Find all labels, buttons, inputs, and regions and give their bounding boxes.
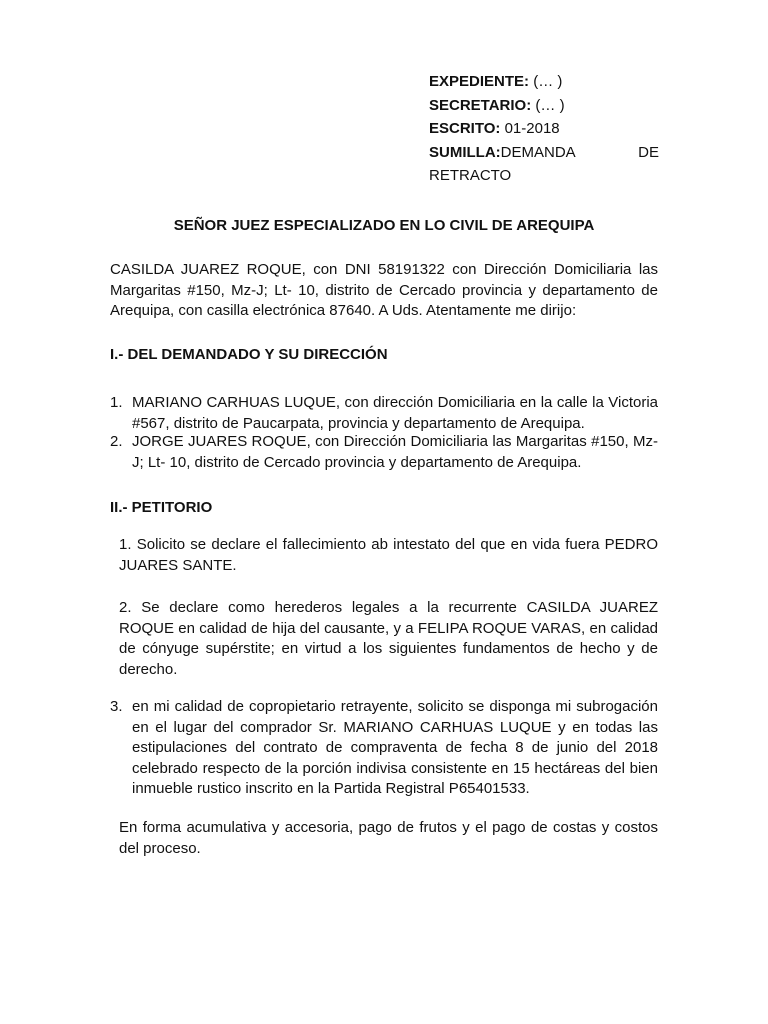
document-title: SEÑOR JUEZ ESPECIALIZADO EN LO CIVIL DE AREQUIPA bbox=[173, 217, 595, 234]
item-text: MARIANO CARHUAS LUQUE, con dirección Domiciliaria en la calle la Victoria #567, distrito de Paucarpata, provincia y departamento de Arequipa. bbox=[132, 394, 658, 432]
item-text: en mi calidad de copropietario retrayente, solicito se disponga mi subrogación en el lugar del comprador Sr. MARIANO CARHUAS LUQUE y en todas las estipulaciones del contrato de compraventa de fecha 8 de junio del 2018 celebrado respecto de la porción indivisa consistente en 15 hectáreas del bien inmueble rustico inscrito en la Partida Registral P65401533. bbox=[132, 698, 658, 797]
sumilla-label: SUMILLA: bbox=[429, 143, 501, 161]
sumilla-value-1: DEMANDA bbox=[500, 143, 576, 161]
intro-paragraph: CASILDA JUAREZ ROQUE, con DNI 58191322 con Dirección Domiciliaria las Margaritas #150, Mz-J; Lt- 10, distrito de Cercado provincia y departamento de Arequipa, con casilla electrónica 87640. A Uds. Atentamente me dirijo: bbox=[110, 261, 658, 319]
item-number: 2. bbox=[110, 433, 123, 450]
header-block bbox=[429, 70, 659, 188]
escrito-value: 01-2018 bbox=[500, 120, 560, 137]
sumilla-value-3: RETRACTO bbox=[429, 167, 512, 184]
defendant-item-1 bbox=[110, 393, 658, 434]
secretario-line bbox=[429, 94, 659, 118]
secretario-label: SECRETARIO: bbox=[429, 96, 532, 114]
section2-heading: II.- PETITORIO bbox=[110, 499, 213, 516]
expediente-label: EXPEDIENTE: bbox=[429, 73, 530, 90]
sumilla-value-2: DE bbox=[638, 143, 659, 161]
petitorio-paragraph-2: 2. Se declare como herederos legales a la recurrente CASILDA JUAREZ ROQUE en calidad de hija del causante, y a FELIPA ROQUE VARAS, en calidad de cónyuge supérstite; en virtud a los siguientes fundamentos de hecho y de derecho. bbox=[119, 599, 658, 678]
item-text: JORGE JUARES ROQUE, con Dirección Domiciliaria las Margaritas #150, Mz-J; Lt- 10, distrito de Cercado provincia y departamento de Arequipa. bbox=[132, 433, 658, 471]
petitorio-paragraph-1: 1. Solicito se declare el fallecimiento ab intestato del que en vida fuera PEDRO JUARES SANTE. bbox=[119, 536, 658, 574]
item-number: 1. bbox=[110, 394, 123, 411]
escrito-label: ESCRITO: bbox=[429, 120, 501, 137]
section1-heading: I.- DEL DEMANDADO Y SU DIRECCIÓN bbox=[110, 346, 388, 363]
petitorio-item-3 bbox=[110, 697, 658, 800]
sumilla-line bbox=[429, 141, 659, 165]
defendant-item-2 bbox=[110, 432, 658, 473]
expediente-line bbox=[429, 70, 659, 94]
secretario-value: (… ) bbox=[531, 96, 565, 114]
item-number: 3. bbox=[110, 698, 123, 715]
petitorio-paragraph-4: En forma acumulativa y accesoria, pago de frutos y el pago de costas y costos del proceso. bbox=[119, 819, 658, 857]
expediente-value: (… ) bbox=[529, 73, 563, 90]
escrito-line bbox=[429, 117, 659, 141]
